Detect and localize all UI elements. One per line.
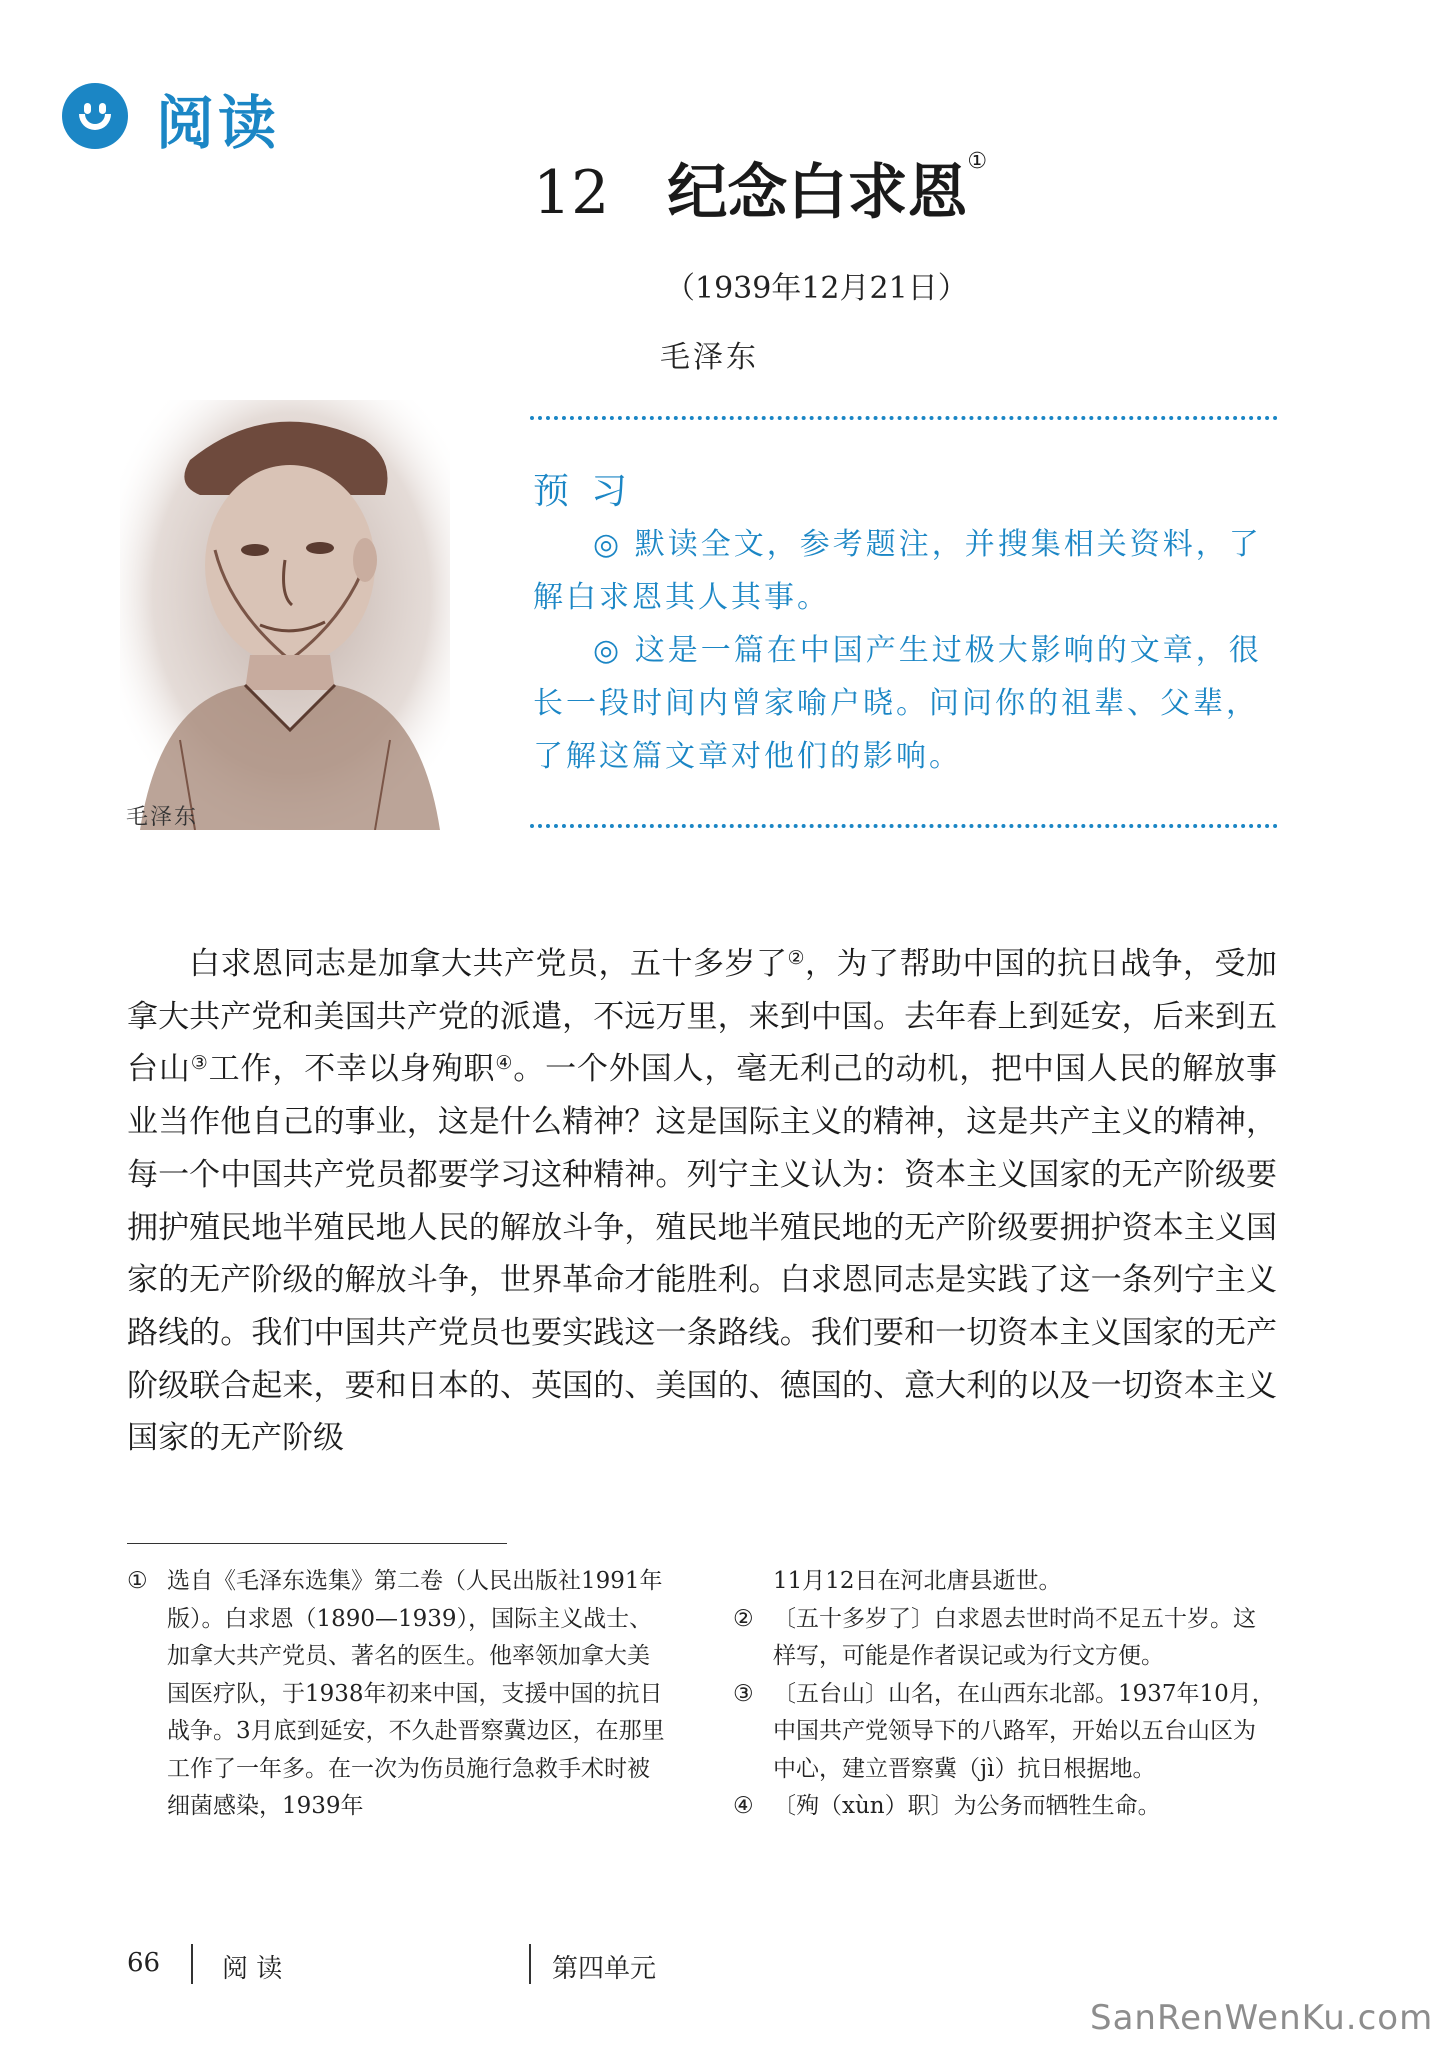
footnote-text: 〔殉（xùn）职〕为公务而牺牲生命。 (773, 1793, 1161, 1819)
preview-body (533, 518, 1278, 783)
footnotes-right-column (733, 1563, 1278, 1826)
footnote-ref[interactable]: ③ (190, 1052, 209, 1075)
body-text-segment: ，为了帮助中国的抗日战争，受加拿大共产党和美国共产党的派遣，不远万里，来到中国。去年春上到延安，后来到五台山 (127, 946, 1278, 1088)
footer-separator (529, 1944, 531, 1984)
preview-top-divider (530, 416, 1278, 420)
lesson-number: 12 (533, 158, 610, 228)
lesson-date: （1939年12月21日） (665, 271, 968, 306)
footnote (127, 1563, 669, 1826)
footnote-marker: ③ (733, 1680, 754, 1707)
footnote-text: 选自《毛泽东选集》第二卷（人民出版社1991年版）。白求恩（1890—1939），国际主义战士、加拿大共产党员、著名的医生。他率领加拿大美国医疗队，于1938年初来中国，支援中国的抗日战争。3月底到延安，不久赴晋察冀边区，在那里工作了一年多。在一次为伤员施行急救手术时被细菌感染，1939年 (167, 1568, 665, 1819)
body-text-segment: 白求恩同志是加拿大共产党员，五十多岁了 (189, 946, 788, 982)
main-text (127, 938, 1277, 1465)
footer-unit: 第四单元 (552, 1954, 657, 1984)
preview-item: ◎ 默读全文，参考题注，并搜集相关资料，了解白求恩其人其事。 (533, 527, 1262, 615)
lesson-title-text: 纪念白求恩 (667, 158, 968, 228)
author-name: 毛泽东 (660, 340, 759, 375)
footnotes-left-column (127, 1563, 669, 1826)
lesson-title (533, 145, 987, 231)
footnote-marker: ④ (733, 1793, 754, 1819)
footnote-ref[interactable]: ② (787, 947, 806, 969)
page-number: 66 (127, 1948, 161, 1978)
smiley-face-icon (62, 83, 128, 149)
footnote (733, 1563, 1278, 1601)
body-paragraph (127, 938, 1277, 1465)
body-text-segment: 。一个外国人，毫无利己的动机，把中国人民的解放事业当作他自己的事业，这是什么精神？这是国际主义的精神，这是共产主义的精神，每一个中国共产党员都要学习这种精神。列宁主义认为：资本主义国家的无产阶级要拥护殖民地半殖民地人民的解放斗争，殖民地半殖民地的无产阶级要拥护资本主义国家的无产阶级的解放斗争，世界革命才能胜利。白求恩同志是实践了这一条列宁主义路线的。我们中国共产党员也要实践这一条路线。我们要和一切资本主义国家的无产阶级联合起来，要和日本的、英国的、美国的、德国的、意大利的以及一切资本主义国家的无产阶级 (127, 1051, 1278, 1457)
author-portrait (120, 400, 450, 830)
title-footnote-mark: ① (967, 149, 988, 174)
portrait-caption: 毛泽东 (126, 805, 199, 830)
body-text-segment: 工作，不幸以身殉职 (208, 1051, 496, 1088)
watermark: SanRenWenKu.com (1090, 1998, 1434, 2038)
footnote-ref[interactable]: ④ (495, 1052, 514, 1075)
footnote (733, 1788, 1278, 1826)
footer-section: 阅 读 (222, 1954, 283, 1984)
preview-item: ◎ 这是一篇在中国产生过极大影响的文章，很长一段时间内曾家喻户晓。问问你的祖辈、父辈，了解这篇文章对他们的影响。 (533, 633, 1262, 774)
section-label: 阅读 (156, 89, 281, 157)
footnote-marker: ② (733, 1605, 754, 1632)
footer-separator (191, 1944, 193, 1984)
footnote-text: 〔五台山〕山名，在山西东北部。1937年10月，中国共产党领导下的八路军，开始以五台山区为中心，建立晋察冀（jì）抗日根据地。 (773, 1680, 1275, 1782)
footnote-marker: ① (127, 1568, 148, 1594)
footnote (733, 1601, 1278, 1676)
footnote (733, 1676, 1278, 1789)
footnote-text: 11月12日在河北唐县逝世。 (773, 1568, 1062, 1594)
footnote-rule (127, 1543, 507, 1544)
preview-heading: 预习 (533, 471, 650, 512)
preview-bottom-divider (530, 824, 1278, 828)
footnote-text: 〔五十多岁了〕白求恩去世时尚不足五十岁。这样写，可能是作者误记或为行文方便。 (773, 1605, 1256, 1669)
